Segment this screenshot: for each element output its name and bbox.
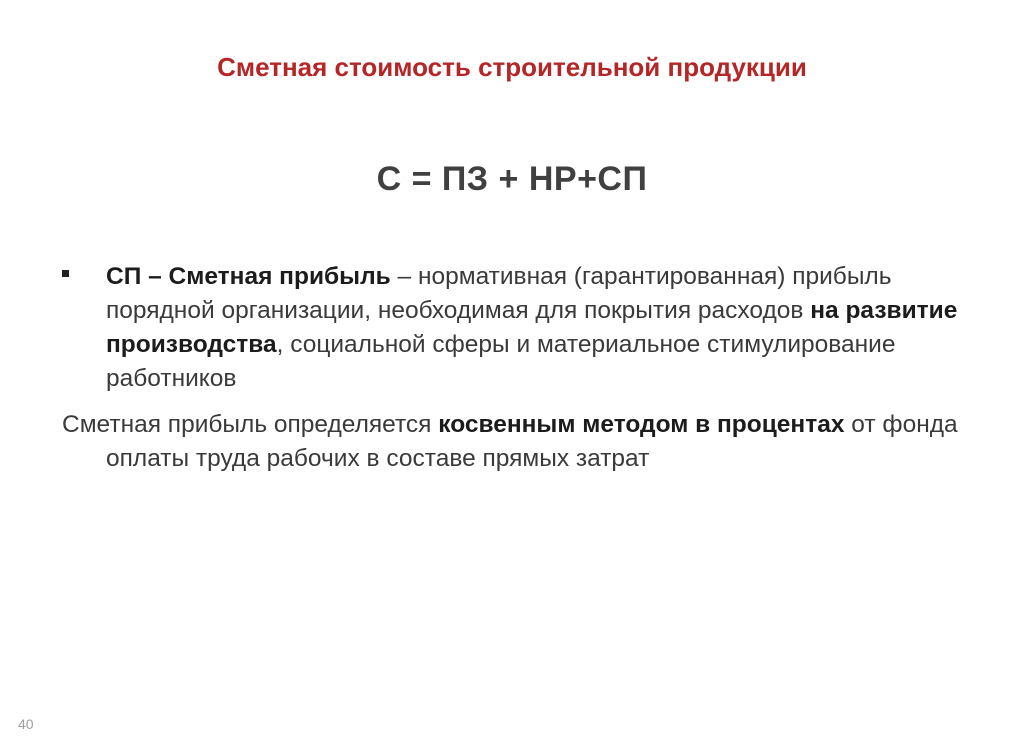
- paragraph-text-part-1: Сметная прибыль определяется: [62, 411, 439, 438]
- paragraph-emphasis: косвенным методом в процентах: [438, 411, 845, 438]
- bullet-text: [62, 260, 962, 396]
- formula: С = ПЗ + НР+СП: [376, 160, 648, 198]
- bullet-text-part-2: , социальной сферы и материальное стимулирование работников: [106, 331, 896, 392]
- bullet-emphasis: на развитие производства: [106, 297, 958, 358]
- page-number: 40: [18, 716, 34, 732]
- paragraph-text-part-2: от фонда оплаты труда рабочих в составе прямых затрат: [106, 411, 958, 472]
- bullet-term: СП – Сметная прибыль: [106, 263, 391, 290]
- profit-method-paragraph: [62, 408, 1024, 476]
- slide-title: Сметная стоимость строительной продукции: [217, 52, 807, 82]
- bullet-item: [62, 260, 962, 396]
- bullet-text-part-1: – нормативная (гарантированная) прибыль порядной организации, необходимая для покрытия расходов: [106, 263, 892, 324]
- square-bullet-icon: [62, 270, 69, 277]
